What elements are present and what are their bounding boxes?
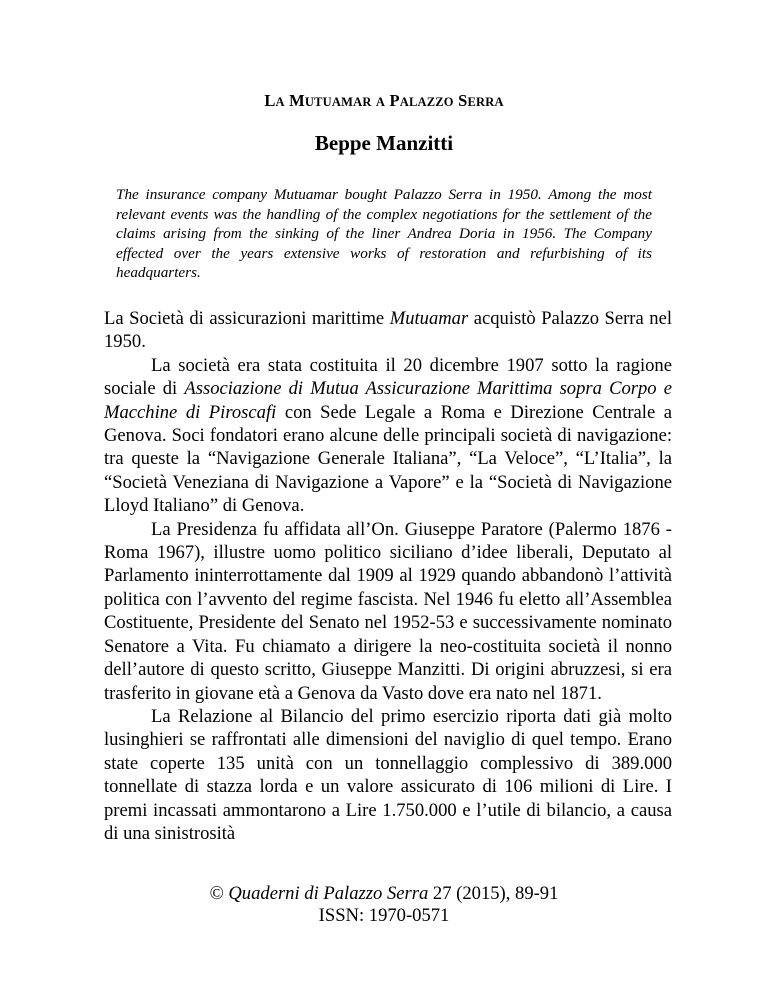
title-cap: P <box>389 91 400 110</box>
paragraph: La Relazione al Bilancio del primo esercizio riporta dati già molto lusinghieri se raffrontati alle dimensioni del naviglio di quel tempo. Erano state coperte 135 unità con un tonnellaggio complessivo di 389.000 tonnellate di stazza lorda e un valore assicurato di 106 milioni di Lire. I premi incassati ammontarono a Lire 1.750.000 e l’utile di bilancio, a causa di una sinistrosità <box>104 705 672 844</box>
title-smallcaps: ERRA <box>467 95 504 109</box>
citation-line <box>0 883 768 905</box>
italic-text: Associazione di Mutua Assicurazione Marittima sopra Corpo e Macchine di Piroscafi <box>104 378 672 423</box>
copyright-symbol: © <box>209 883 229 904</box>
issn: ISSN: 1970-0571 <box>318 905 450 926</box>
title-cap: M <box>289 91 305 110</box>
text-run: La Società di assicurazioni marittime <box>104 308 390 329</box>
body-text <box>104 307 672 845</box>
title-smallcaps: A <box>375 95 386 109</box>
paragraph: La Presidenza fu affidata all’On. Giuseppe Paratore (Palermo 1876 - Roma 1967), illustre uomo politico siciliano d’idee liberali, Deputato al Parlamento ininterrottamente dal 1909 al 1929 quando abbandonò l’attività politica con l’avvento del regime fascista. Nel 1946 fu eletto all’Assemblea Costituente, Presidente del Senato nel 1952-53 e successivamente nominato Senatore a Vita. Fu chiamato a dirigere la neo-costituita società il nonno dell’autore di questo scritto, Giuseppe Manzitti. Di origini abruzzesi, si era trasferito in giovane età a Genova da Vasto dove era nato nel 1871. <box>104 518 672 704</box>
paragraph <box>104 307 672 354</box>
text-run: con Sede Legale a Roma e Direzione Centrale a Genova. Soci fondatori erano alcune delle principali società di navigazione: tra queste la “Navigazione Generale Italiana”, “La Veloce”, “L’Italia”, la “Società Veneziana di Navigazione a Vapore” e la “Società di Navigazione Lloyd Italiano” di Genova. <box>104 401 672 517</box>
citation-footer <box>0 883 768 927</box>
title-smallcaps: ALAZZO <box>399 95 454 109</box>
abstract: The insurance company Mutuamar bought Palazzo Serra in 1950. Among the most relevant events was the handling of the complex negotiations for the settlement of the claims arising from the sinking of the liner Andrea Doria in 1956. The Company effected over the years extensive works of restoration and refurbishing of its headquarters. <box>116 186 652 282</box>
italic-text: Mutuamar <box>389 308 469 329</box>
title-smallcaps: A <box>275 95 285 109</box>
title-cap: S <box>458 91 468 110</box>
title-cap: L <box>264 91 276 110</box>
journal-name: Quaderni di Palazzo Serra <box>228 883 429 904</box>
title-smallcaps: UTUAMAR <box>304 95 372 109</box>
text-run: La società era stata costituita il 20 dicembre 1907 sotto la ragione sociale di <box>104 354 672 400</box>
citation-details: 27 (2015), 89-91 <box>428 883 559 904</box>
author-name: Beppe Manzitti <box>314 131 454 155</box>
text-run: acquistò Palazzo Serra nel 1950. <box>104 308 672 353</box>
article-title <box>0 91 768 112</box>
paragraph <box>104 354 672 518</box>
